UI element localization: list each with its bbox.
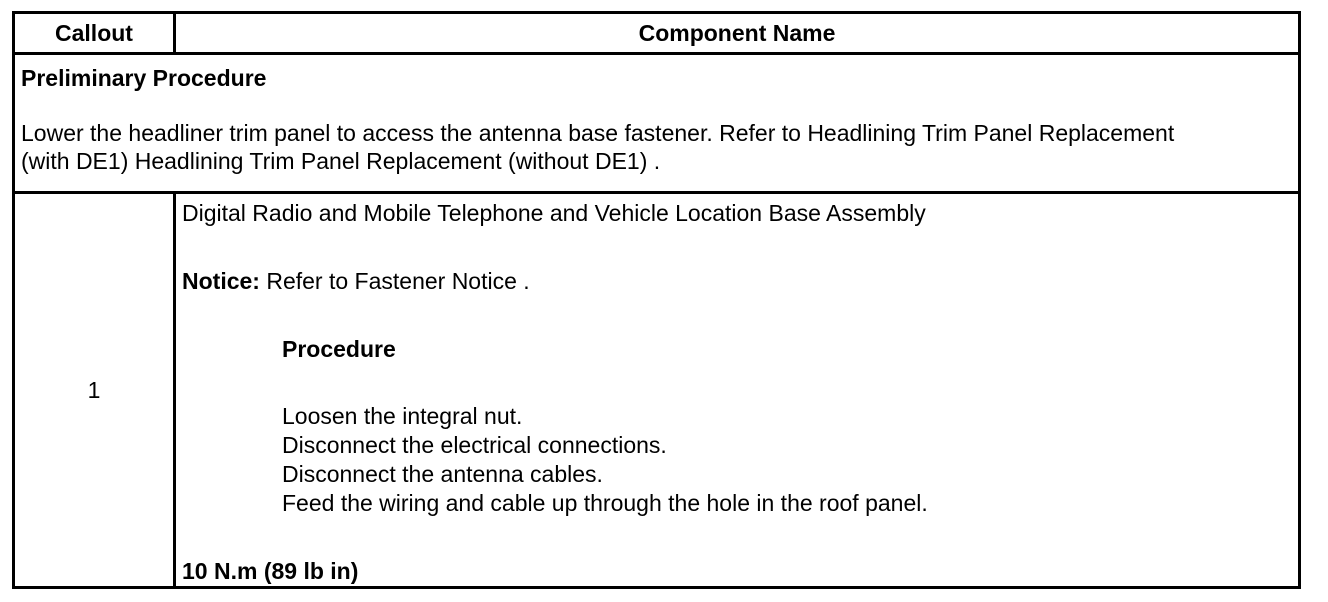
procedure-title: Procedure [282, 336, 396, 362]
component-name-column-header: Component Name [638, 19, 836, 46]
procedure-step: Loosen the integral nut. [282, 403, 523, 429]
procedure-step: Disconnect the electrical connections. [282, 432, 667, 458]
notice-line [182, 267, 530, 295]
callout-number: 1 [15, 194, 176, 586]
preliminary-procedure-row [15, 55, 1298, 194]
component-name: Digital Radio and Mobile Telephone and Vehicle Location Base Assembly [182, 200, 926, 226]
preliminary-text-line-1: Lower the headliner trim panel to access the antenna base fastener. Refer to Headlining Trim Panel Replacement [21, 120, 1175, 146]
notice-text: Refer to Fastener Notice . [259, 268, 530, 294]
table-row [15, 194, 1298, 586]
notice-label: Notice: [182, 268, 260, 294]
preliminary-procedure-title: Preliminary Procedure [21, 65, 267, 91]
table-header-row [15, 14, 1298, 55]
torque-spec: 10 N.m (89 lb in) [182, 558, 359, 584]
component-table [12, 11, 1301, 589]
procedure-step: Feed the wiring and cable up through the hole in the roof panel. [282, 490, 928, 516]
procedure-step: Disconnect the antenna cables. [282, 461, 603, 487]
preliminary-procedure-text [21, 119, 1292, 175]
component-cell [182, 194, 1292, 586]
preliminary-text-line-2: (with DE1) Headlining Trim Panel Replacement (without DE1) . [21, 148, 661, 174]
callout-column-header: Callout [15, 14, 176, 52]
